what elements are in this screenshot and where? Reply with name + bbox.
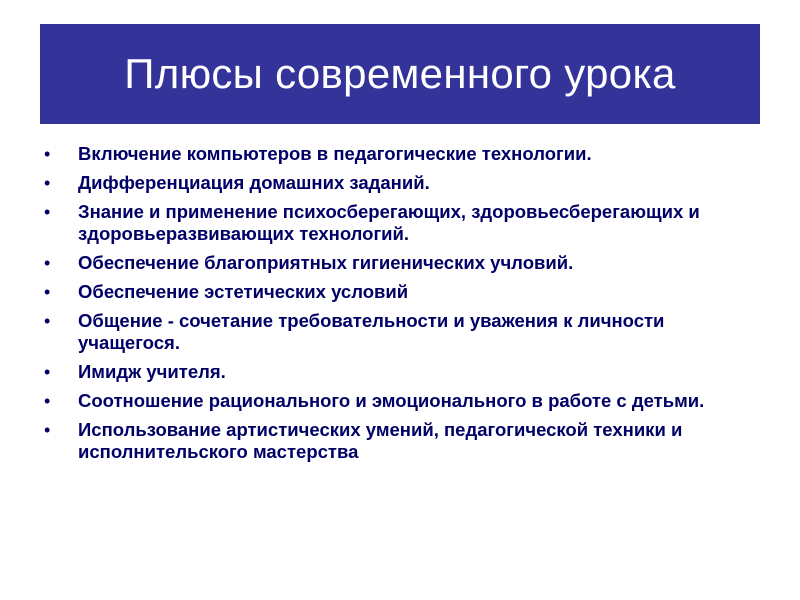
bullet-text: Соотношение рационального и эмоционального в работе с детьми. [78, 390, 705, 411]
bullet-dot: • [44, 362, 51, 382]
bullet-item [42, 143, 760, 165]
bullet-dot: • [44, 253, 51, 273]
bullet-item [42, 252, 760, 274]
bullet-item [42, 172, 760, 194]
bullet-dot: • [44, 391, 51, 411]
bullet-item [42, 361, 760, 383]
bullet-item [42, 419, 760, 463]
bullet-text: Общение - сочетание требовательности и уважения к личности учащегося. [78, 310, 665, 353]
bullet-dot: • [44, 173, 51, 193]
bullet-dot: • [44, 282, 51, 302]
slide-title: Плюсы современного урока [124, 50, 676, 97]
bullet-item [42, 310, 760, 354]
bullet-text: Включение компьютеров в педагогические технологии. [78, 143, 592, 164]
bullet-text: Обеспечение благоприятных гигиенических учловий. [78, 252, 574, 273]
bullet-item [42, 390, 760, 412]
bullet-list [42, 143, 760, 470]
bullet-dot: • [44, 311, 51, 331]
bullet-item [42, 281, 760, 303]
bullet-text: Дифференциация домашних заданий. [78, 172, 430, 193]
bullet-dot: • [44, 144, 51, 164]
bullet-text: Обеспечение эстетических условий [78, 281, 409, 302]
title-bar [40, 24, 760, 124]
bullet-item [42, 201, 760, 245]
bullet-dot: • [44, 202, 51, 222]
bullet-text: Имидж учителя. [78, 361, 226, 382]
bullet-text: Использование артистических умений, педагогической техники и исполнительского мастерства [78, 419, 683, 462]
bullet-dot: • [44, 420, 51, 440]
bullet-text: Знание и применение психосберегающих, здоровьесберегающих и здоровьеразвивающих технологий. [78, 201, 700, 244]
